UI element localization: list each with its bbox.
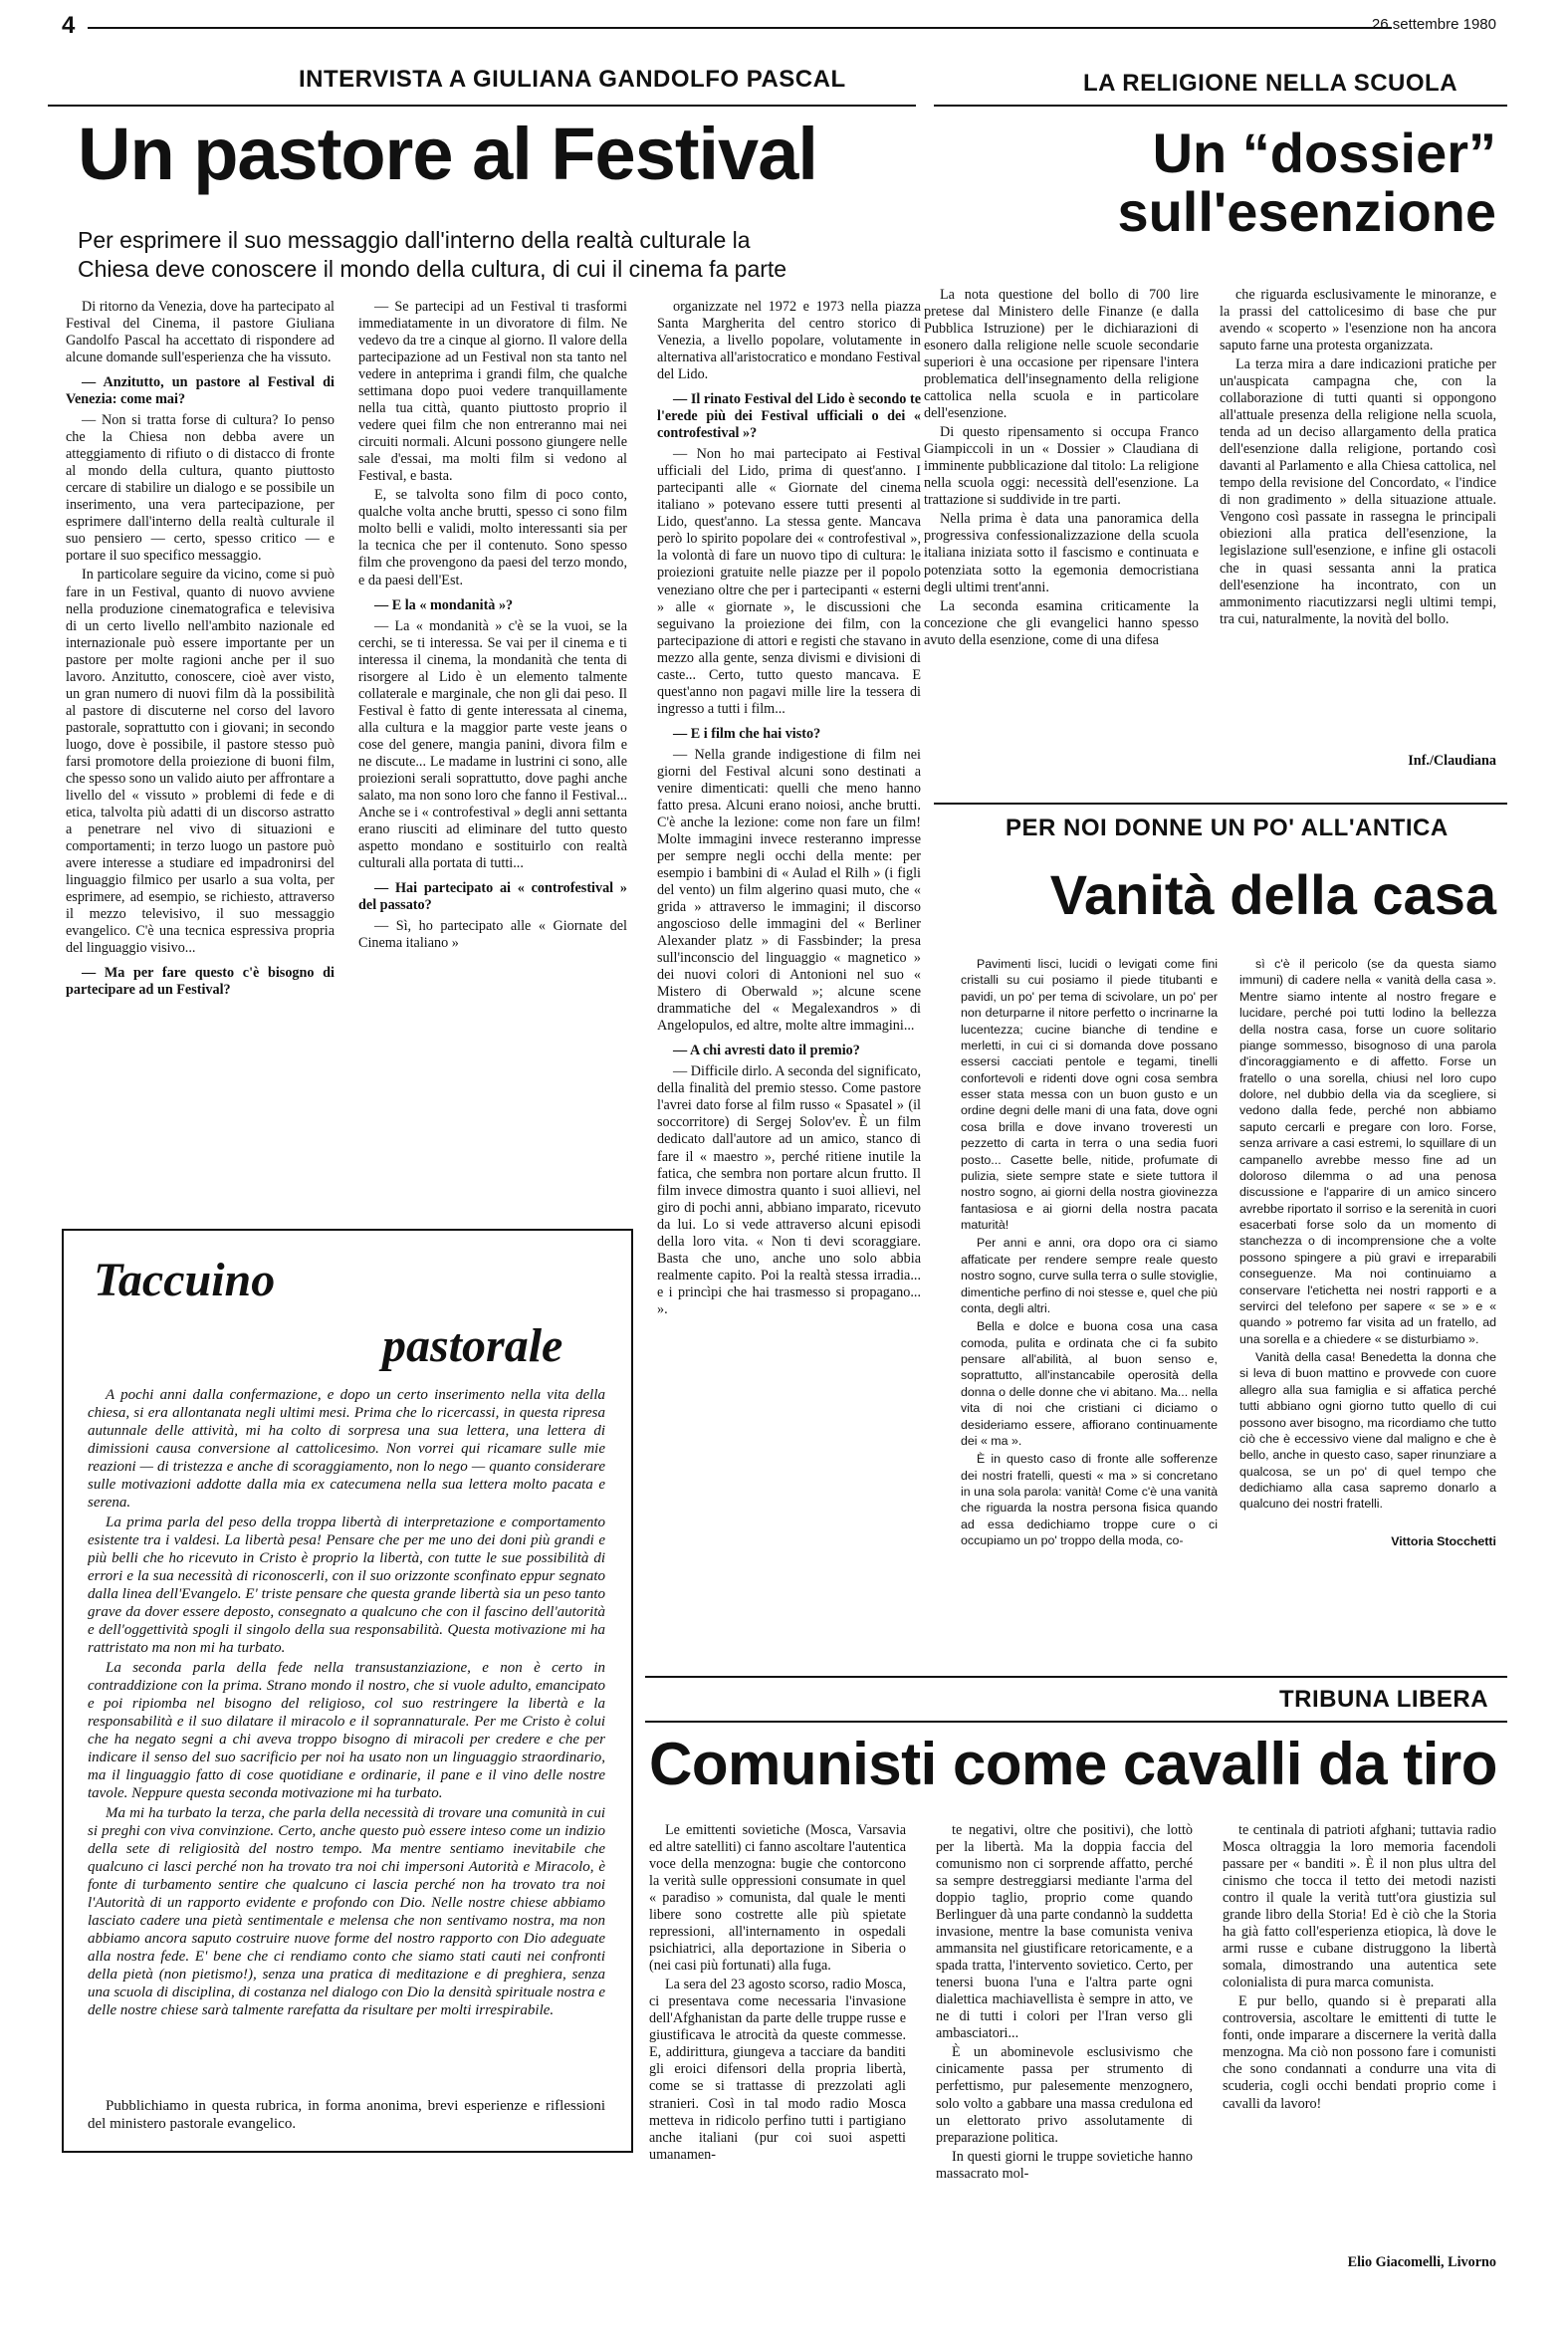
taccuino-title-line1: Taccuino bbox=[94, 1254, 276, 1306]
paragraph: te negativi, oltre che positivi), che lottò per la libertà. Ma la doppia faccia del comunismo non ci sorprende affatto, perché sa sempre destreggiarsi mediante l'arma del doppio taglio, proprio come quando Berlinguer dà una parte condannò la suddetta invasione, mentre la base comunista veniva ammansita nel giustificare retoricamente, e a spada tratta, l'intervento sovietico. Certo, per tenersi buona l'una e l'altra parte ogni dialettica machiavellista è sempre in atto, ve ne di tutti i colori per l'Iran verso gli ambasciatori... bbox=[936, 1822, 1193, 2042]
paragraph: Di ritorno da Venezia, dove ha partecipato al Festival del Cinema, il pastore Giuliana Gandolfo Pascal ha accettato di rispondere ad alcune domande sull'esperienza che ha vissuto. bbox=[66, 299, 335, 366]
interview-kicker: INTERVISTA A GIULIANA GANDOLFO PASCAL bbox=[299, 66, 846, 93]
vanita-kicker: PER NOI DONNE UN PO' ALL'ANTICA bbox=[1006, 815, 1449, 841]
taccuino-body bbox=[88, 1386, 605, 2031]
interview-subtitle-line1: Per esprimere il suo messaggio dall'interno della realtà culturale la bbox=[78, 227, 751, 253]
paragraph: La seconda parla della fede nella transustanziazione, e non è certo in contraddizione con la prima. Strano mondo il nostro, che si vuole adulto, emancipato e poi ripiomba nel bisogno del religioso, col suo restringere la libertà e la responsabilità e il suo dilatare il miracolo e il soprannaturale. Per me Cristo è colui che ha negato segni a chi aveva troppo bisogno di miracoli per credere e che per indicare il senso del suo sacrificio per noi ha usato non un linguaggio straordinario, ma il linguaggio fatto di cose quotidiane e ordinarie, il pane e il vino delle nostre tavole. Neppure questa seconda motivazione mi ha turbato. bbox=[88, 1660, 605, 1801]
paragraph: E pur bello, quando si è preparati alla controversia, ascoltare le emittenti di tutte le fonti, onde imparare a discernere la verità dalla menzogna. Ma ciò non possono fare i comunisti che sono condannati a condurre una vita di scuderia, cogli occhi bendati proprio come i cavalli da lavoro! bbox=[1223, 1993, 1496, 2112]
vanita-signature-wrap bbox=[1239, 1531, 1496, 1551]
paragraph: In questi giorni le truppe sovietiche hanno massacrato mol- bbox=[936, 2148, 1193, 2182]
interview-question: — A chi avresti dato il premio? bbox=[673, 1043, 860, 1059]
page-date: 26 settembre 1980 bbox=[1371, 16, 1496, 33]
tribuna-title: Comunisti come cavalli da tiro bbox=[649, 1731, 1497, 1797]
religione-column-1 bbox=[924, 287, 1199, 800]
paragraph: La prima parla del peso della troppa libertà di interpretazione e comportamento esistente tra i valdesi. La libertà pesa! Pensare che per me uno dei doni più grandi e più belli che ho ricevuto in Cristo è proprio la libertà, con tutte le sue possibilità di errori e la sua necessità di riconoscerli, con il suo orizzonte sconfinato eppur segnato dalla linea dell'Evangelo. E' triste pensare che questa grande libertà sia un peso tanto grave da dover essere deposto, consegnato a qualcuno che con il fascino dell'autorità e dell'oggettività spogli il singolo della sua responsabilità. Questa motivazione mi ha rattristato ma non mi ha turbato. bbox=[88, 1515, 605, 1656]
paragraph: Bella e dolce e buona cosa una casa comoda, pulita e ordinata che ci fa subito pensare all'abilità, al buon senso e, soprattutto, all'instancabile operosità della donna o delle donne che vi abitano. Ma... nella vita di noi che cristiani ci diciamo o desideriamo essere, affiorano continuamente dei « ma ». bbox=[961, 1319, 1218, 1448]
paragraph: — Sì, ho partecipato alle « Giornate del Cinema italiano » bbox=[358, 918, 627, 952]
vanita-top-rule bbox=[934, 803, 1507, 805]
religione-signature: Inf./Claudiana bbox=[1408, 753, 1496, 769]
paragraph: — Non ho mai partecipato ai Festival ufficiali del Lido, prima di quest'anno. I partecipanti alle « Giornate del cinema italiano » potevano essere tutti presenti al Lido, quest'anno. La stessa gente. Mancava però lo spirito popolare dei « controfestival », la volontà di fare un nuovo tipo di cultura: le proiezioni gratuite nelle piazze per il popolo veneziano oltre che per i partecipanti « esterni » alle « giornate », le discussioni che seguivano la proiezione dei film, con la partecipazione di attori e registi che stavano in mezzo alla gente, senza divismi e divisioni di caste... Certo, tutto questo mancava. E quest'anno non pagavi mille lire la tessera di ingresso a tutti i film... bbox=[657, 446, 921, 717]
vanita-signature: Vittoria Stocchetti bbox=[1391, 1534, 1496, 1548]
paragraph: La terza mira a dare indicazioni pratiche per un'auspicata campagna che, con la collaborazione di tutti quanti si oppongono all'attuale presenza della religione nella scuola, tenda ad un deciso allargamento della pratica dell'esenzione dalla religione, portando così davanti al Parlamento e alla Chiesa cattolica, nel tempo della revisione del Concordato, « l'indice di non gradimento » della situazione attuale. Vengono così passate in rassegna le principali obiezioni alla pratica dell'esenzione, la legislazione sull'esenzione, e infine gli ostacoli che in quasi sessanta anni la pratica dell'esenzione ha incontrato, con un ammonimento riacutizzarsi negli ultimi tempi, tra cui, naturalmente, la novità del bollo. bbox=[1220, 356, 1496, 627]
paragraph: A pochi anni dalla confermazione, e dopo un certo inserimento nella vita della chiesa, si era allontanata negli ultimi mesi. Prima che lo ricercassi, in questa ripresa autunnale delle attività, mi ha colto di sorpresa una sua lettera, una lettera di dimissioni causa conversione al cattolicesimo. Non vorrei qui ricamare sulle mie reazioni — di tristezza e anche di scoraggiamento, non lo nego — quanto considerare sulle motivazioni addotte dalla mia ex catecumena nella sua lettera molto pacata e serena. bbox=[88, 1387, 605, 1511]
paragraph: organizzate nel 1972 e 1973 nella piazza Santa Margherita del centro storico di Venezia, a livello popolare, volutamente in alternativa all'aristocratico e mondano Festival del Lido. bbox=[657, 299, 921, 383]
interview-question: — Ma per fare questo c'è bisogno di partecipare ad un Festival? bbox=[66, 965, 335, 999]
paragraph: — La « mondanità » c'è se la vuoi, se la cerchi, se ti interessa. Se vai per il cinema e ti interessa il cinema, la mondanità che tenta di risorgere al Lido è un elemento talmente collaterale e marginale, che non gli dai peso. Il Festival è fatto di gente interessata al cinema, alla cultura e la maggior parte veste jeans o cose del genere, mangia panini, divora film e ne discute... Le madame in lustrini ci sono, alle proiezioni serali soprattutto, dove paghi anche salato, ma non sono loro che fanno il Festival... Anche se i « controfestival » degli anni settanta erano riusciti ad eliminare del tutto questo aspetto mondano e sostituirlo con realtà culturali alla portata di tutti... bbox=[358, 617, 627, 871]
paragraph: Nella prima è data una panoramica della progressiva confessionalizzazione della scuola italiana iniziata sotto il fascismo e continuata e potenziata sotto la egemonia democristiana degli ultimi trent'anni. bbox=[924, 511, 1199, 595]
tribuna-column-3 bbox=[1223, 1822, 1496, 2250]
interview-question: — E la « mondanità »? bbox=[374, 596, 514, 613]
paragraph: che riguarda esclusivamente le minoranze, e la prassi del cattolicesimo di base che pur avendo « scoperto » l'esenzione non ha ancora saputo farne una protesta organizzata. bbox=[1220, 287, 1496, 354]
paragraph: E, se talvolta sono film di poco conto, qualche volta anche brutti, spesso ci sono film molto belli e validi, molto interessanti sia per la tecnica che per il contenuto. Sono spesso film che provengono da paesi del terzo mondo, e da paesi dell'Est. bbox=[358, 487, 627, 588]
vanita-column-1 bbox=[961, 956, 1218, 1553]
paragraph: Pavimenti lisci, lucidi o levigati come fini cristalli su cui posiamo il piede titubanti e pavidi, un po' per tema di scivolare, un po' per non deturparne il nitore perfetto o incrinarne la lucentezza; cucine bianche di tendine e merletti, in cui ci si domanda dove possano essersi cacciati pentole e tegami, tinelli confortevoli e ridenti dove ogni cosa sembra esser stata messa con un buon gusto e un ordine degni delle mani di una fata, dove ogni cosa brilla e dove invano troveresti un pezzetto di carta in terra o una sedia fuori posto... Casette belle, nitide, profumate di pulizia, siete sempre state e siete tuttora il nostro sogno, ai giorni della nostra giovinezza fantasiosa e ai giorni della nostra pacata maturità! bbox=[961, 957, 1218, 1232]
taccuino-footer: Pubblichiamo in questa rubrica, in forma anonima, brevi esperienze e riflessioni del ministero pastorale evangelico. bbox=[88, 2098, 605, 2132]
tribuna-signature: Elio Giacomelli, Livorno bbox=[1347, 2254, 1496, 2270]
tribuna-top-rule bbox=[645, 1676, 1507, 1678]
religione-title bbox=[939, 121, 1496, 243]
paragraph: Per anni e anni, ora dopo ora ci siamo affaticate per rendere sempre reale questo nostro sogno, curve sulla terra o sulle stoviglie, dimentiche perfino di noi stesse e, quel che più conta, degli altri. bbox=[961, 1236, 1218, 1315]
religione-title-line1: Un “dossier” bbox=[1152, 121, 1496, 184]
tribuna-rule bbox=[645, 1721, 1507, 1723]
religione-kicker: LA RELIGIONE NELLA SCUOLA bbox=[1083, 70, 1458, 97]
paragraph: La sera del 23 agosto scorso, radio Mosca, ci presentava come necessaria l'invasione dell'Afghanistan da parte delle truppe russe e giustificava le atrocità da queste commesse. E, addirittura, giungeva a tacciare da banditi gli eroici difensori della propria libertà, come se si trattasse di prezzolati agli stranieri. Così in tal modo radio Mosca metteva in ridicolo perfino tutti i partigiano anche italiani (pur coi suoi aspetti umanamen- bbox=[649, 1977, 906, 2163]
paragraph: In particolare seguire da vicino, come si può fare in un Festival, quanto di nuovo avviene nella produzione cinematografica e televisiva di un certo livello nell'ambito nazionale ed internazionale può essere importante per un pastore per molte ragioni anche per il suo lavoro. Anzitutto, conoscere, cioè aver visto, un gran numero di nuovi film dà la possibilità al pastore di discuterne nel corso del lavoro pastorale, soprattutto con i giovani; in secondo luogo, dove è possibile, il pastore stesso può farsi promotore della proiezione di buoni film, che spesso sono un valido aiuto per affrontare a livello del « vissuto » problemi di fede e di etica, talvolta più adatti di un discorso astratto a penetrare nel vivo di situazioni e comportamenti; in terzo luogo un pastore può avere interesse a studiare ed impadronirsi del linguaggio filmico per usarlo a sua volta, per esprimere, ad esempio, se richiesto, attraverso il mezzo televisivo, il suo messaggio evangelico. C'è una tecnica espressiva propria del linguaggio visivo... bbox=[66, 567, 335, 957]
taccuino-box bbox=[62, 1229, 633, 2153]
page-number: 4 bbox=[62, 12, 76, 39]
interview-question: — Hai partecipato ai « controfestival » del passato? bbox=[358, 880, 627, 914]
paragraph: — Nella grande indigestione di film nei giorni del Festival alcuni sono destinati a venire dimenticati: quelli che meno hanno fatto presa. Alcuni erano noiosi, anche brutti. C'è anche la lezione: come non fare un film! Molte immagini invece resteranno impresse per sempre negli occhi della mente: per esempio i bambini di « Aulad el Rilh » (i figli del vento) un film algerino quasi muto, che « grida » attraverso le immagini; il discorso angoscioso delle immagini del « Berliner Alexander platz » di Fassbinder; la presa sull'inconscio del linguaggio « magnetico » dei nuovi colori di Antonioni nel suo « Mistero di Oberwald »; alcune scene drammatiche del « Megalexandros » di Angelopulos, ed altre, molte altre immagini... bbox=[657, 746, 921, 1035]
tribuna-signature-wrap bbox=[1223, 2252, 1496, 2273]
paragraph: Ma mi ha turbato la terza, che parla della necessità di trovare una comunità in cui si preghi con viva convinzione. Certo, anche questo può essere inteso come un indizio della sete di religiosità del nostro tempo. Ma mentre sentiamo inevitabile che qualcuno ci lasci perché non ha trovato tra noi chi impersoni Autorità e Miracolo, è fonte di turbamento sentire che qualcuno ci lascia perché non ha trovato tra noi l'Autorità di un rapporto evidente e profondo con Dio. Nelle nostre chiese abbiamo lasciato cadere una pietà sentimentale e melensa che non sentivamo nostra, ma non abbiamo ancora saputo costruire nuove forme del nostro rapporto con Dio adeguate alla nostra fede. E' bene che ci rendiamo conto che siamo stati cauti nei confronti della pietà (non pietismo!), senza una pratica di meditazione e di preghiera, senza una scuola di disciplina, di costanza nel dialogo con Dio la densità spirituale nostra e delle nostre chiese sarà talmente rarefatta da risultare per molti irrespirabile. bbox=[88, 1805, 605, 2018]
interview-title: Un pastore al Festival bbox=[78, 113, 817, 195]
interview-subtitle-line2: Chiesa deve conoscere il mondo della cultura, di cui il cinema fa parte bbox=[78, 255, 787, 282]
paragraph: Di questo ripensamento si occupa Franco Giampiccoli in un « Dossier » Claudiana di imminente pubblicazione dal titolo: La religione nella scuola oggi: necessità dell'esenzione. La trattazione si suddivide in tre parti. bbox=[924, 424, 1199, 509]
interview-rule bbox=[48, 105, 916, 107]
interview-column-1 bbox=[66, 299, 335, 1255]
paragraph: È un abominevole esclusivismo che cinicamente passa per strumento di perfettismo, pur palesemente menzognero, solo volto a gabbare una massa credulona ed un elettorato privo assolutamente di preparazione politica. bbox=[936, 2044, 1193, 2146]
paragraph: — Difficile dirlo. A seconda del significato, della finalità del premio stesso. Come pastore l'avrei dato forse al film russo « Spasatel » (il soccorritore) di Sergej Solov'ev. È un film dedicato dall'autore ad un amico, stanco di fare il « maestro », perché ritiene inutile la fatica, che sembra non portare alcun frutto. Il film invece dimostra quanto i suoi allievi, nel giro di pochi anni, abbiano imparato, ricevuto da lui. Lo si vede attraverso alcuni episodi della loro vita. « Non ti devi scoraggiare. Basta che uno, anche uno solo abbia realmente capito. Poi la realtà stessa irradia... e i princìpi che hai trasmesso si propagano... ». bbox=[657, 1063, 921, 1317]
paragraph: te centinala di patrioti afghani; tuttavia radio Mosca oltraggia la loro memoria facendoli passare per « banditi ». È il non plus ultra del cinismo che tocca il tetto dei metodi nazisti contro il quale la verità tutt'ora giustizia sul grande libro della Storia! Ed è ciò che la Storia ha già fatto coll'esperienza etiopica, là dove le armi russe e cubane distruggono la libertà somala, dimostrando una autentica sete colonialista di pura marca comunista. bbox=[1223, 1822, 1496, 1991]
religione-signature-wrap bbox=[1220, 751, 1496, 772]
paragraph: La nota questione del bollo di 700 lire pretese dal Ministero delle Finanze (e dalla Pubblica Istruzione) per le dichiarazioni di esonero dalla religione nelle scuole secondarie superiori è una occasione per ripensare l'intera problematica dell'insegnamento della religione cattolica nella scuola e in particolare dell'esenzione. bbox=[924, 287, 1199, 422]
paragraph: Le emittenti sovietiche (Mosca, Varsavia ed altre satelliti) ci fanno ascoltare l'autentica voce della menzogna: bugie che contorcono la verità sulle oppressioni consumate in quel « paradiso » comunista, dal quale le menti libere sono costrette alle più spietate repressioni, all'internamento in ospedali psichiatrici, alla deportazione in Siberia o (nei casi più fortunati) alla fuga. bbox=[649, 1822, 906, 1975]
tribuna-column-1 bbox=[649, 1822, 906, 2280]
paragraph: sì c'è il pericolo (se da questa siamo immuni) di cadere nella « vanità della casa ». Mentre siamo intente al nostro fregare e lucidare, perché poi tutti lodino la bellezza della nostra casa, forse un cuore solitario piange sommesso, bisognoso di una parola d'incoraggiamento e di affetto. Forse un fratello o una sorella, chiusi nel loro cupo dolore, nel dubbio della via da scegliere, si vedono dalla fede, perché non abbiamo saputo cercarli e pregare con loro. Forse, senza arrivare a casi estremi, lo squillare di un campanello avrebbe messo fine ad un doloroso dilemma o ad una penosa discussione e l'apparire di un amico sincero avrebbe riportato il sorriso e la serenità in cuori esacerbati forse solo da un momento di stanchezza o di incomprensione che a volte possono spingere a più gravi e irreparabili conseguenze. Ma noi continuiamo a conservare l'etichetta nei nostri rapporti e a servirci del telefono per sapere « se » e « quando » potremo far visita ad un fratello, ad una sorella e a chiedere « se disturbiamo ». bbox=[1239, 957, 1496, 1346]
interview-column-2 bbox=[358, 299, 627, 1225]
vanita-column-2 bbox=[1239, 956, 1496, 1529]
taccuino-title-line2: pastorale bbox=[382, 1319, 563, 1372]
religione-title-line2: sull'esenzione bbox=[1117, 179, 1496, 243]
interview-question: — E i film che hai visto? bbox=[673, 725, 821, 742]
paragraph: — Se partecipi ad un Festival ti trasformi immediatamente in un divoratore di film. Ne vedevo da tre a cinque al giorno. Il valore della partecipazione ad un Festival non sta tanto nel vedere in anteprima i grandi film, che qualche settimana dopo puoi vedere tranquillamente nella tua città, quanto piuttosto proprio il vedere quei film che non entreranno mai nei circuiti normali. Alcuni possono giungere nelle sale d'essai, ma molti film si vedono al Festival, e basta. bbox=[358, 299, 627, 485]
interview-question: — Anzitutto, un pastore al Festival di Venezia: come mai? bbox=[66, 374, 335, 408]
paragraph: — Non si tratta forse di cultura? Io penso che la Chiesa non debba avere un atteggiamento di rifiuto o di distacco di fronte al mondo della cultura, quanto piuttosto cercare di stabilire un dialogo e se possibile un inserimento, una vera partecipazione, per esprimere dall'interno della realtà culturale il suo pensiero — certo, spesso critico — e portare il suo specifico messaggio. bbox=[66, 412, 335, 565]
interview-subtitle bbox=[78, 226, 944, 284]
vanita-title: Vanità della casa bbox=[1049, 863, 1496, 926]
tribuna-column-2 bbox=[936, 1822, 1193, 2280]
interview-question: — Il rinato Festival del Lido è secondo te l'erede più dei Festival ufficiali o dei « controfestival »? bbox=[657, 391, 921, 442]
tribuna-kicker: TRIBUNA LIBERA bbox=[1279, 1686, 1489, 1713]
paragraph: La seconda esamina criticamente la concezione che gli evangelici hanno spesso avuto della esenzione, come di una difesa bbox=[924, 597, 1199, 648]
religione-column-2 bbox=[1220, 287, 1496, 753]
interview-column-3 bbox=[657, 299, 921, 1807]
paragraph: Vanità della casa! Benedetta la donna che si leva di buon mattino e provvede con cuore allegro alla sua famiglia e si affatica perché tutti abbiano ogni giorno tutto quello di cui possono aver bisogno, ma ricordiamo che tutto ciò che è eccessivo viene dal maligno e che è bello, anche in questo caso, saper rinunziare a qualcosa, se un po' di quel tempo che dedichiamo alla casa sapremo donarlo a qualcuno dei nostri fratelli. bbox=[1239, 1350, 1496, 1512]
paragraph: È in questo caso di fronte alle sofferenze dei nostri fratelli, questi « ma » si concretano in una sola parola: vanità! Come c'è una vanità che riguarda la nostra persona fisica quando ad essa dedichiamo troppe cure o ci occupiamo un po' troppo della moda, co- bbox=[961, 1452, 1218, 1548]
header-rule bbox=[88, 27, 1392, 29]
religione-rule bbox=[934, 105, 1507, 107]
